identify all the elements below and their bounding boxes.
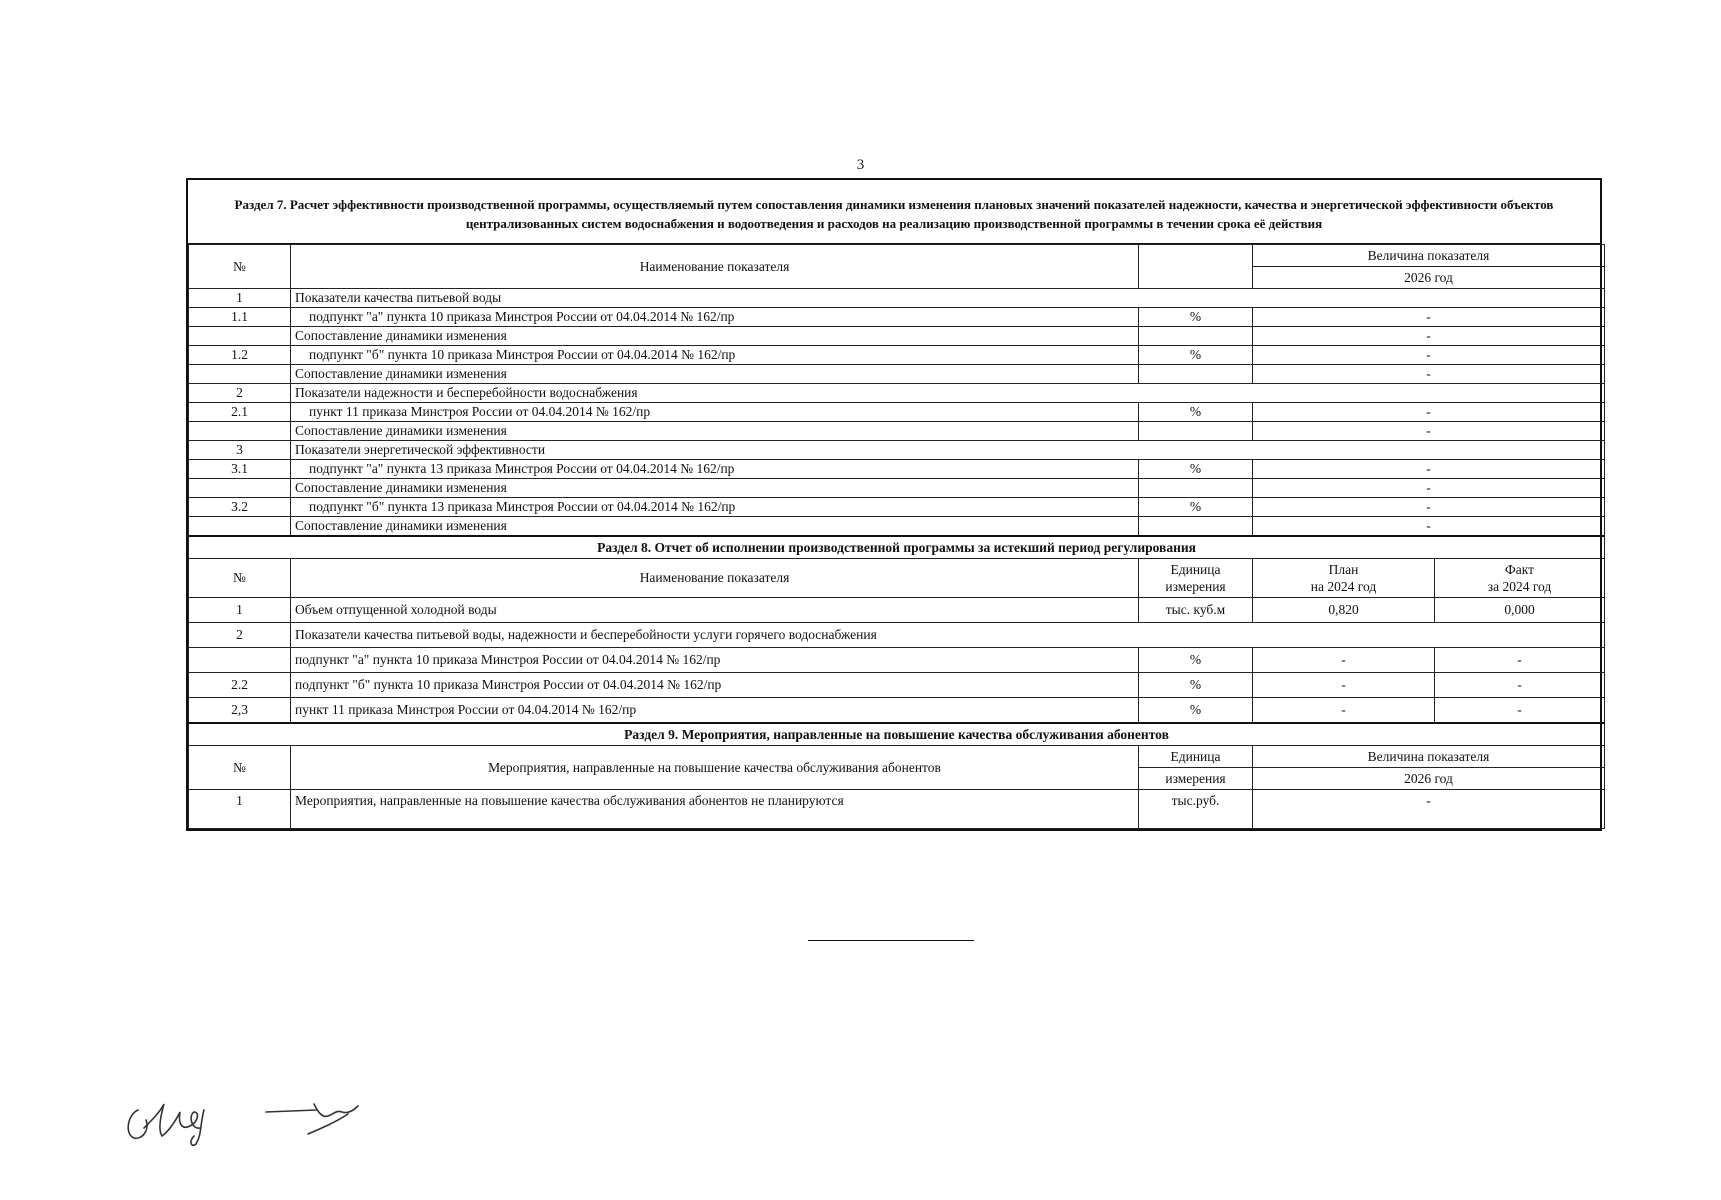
row-group-name: Показатели качества питьевой воды, надежности и бесперебойности услуги горячего водоснабжения <box>291 623 1605 648</box>
row-num: 2.2 <box>189 673 291 698</box>
header-num: № <box>189 559 291 598</box>
header-num: № <box>189 746 291 790</box>
row-unit: % <box>1139 698 1253 724</box>
row-num <box>189 479 291 498</box>
table-row <box>189 460 1605 479</box>
row-group-name: Показатели энергетической эффективности <box>291 441 1605 460</box>
row-name: Сопоставление динамики изменения <box>291 365 1139 384</box>
row-fact: - <box>1435 673 1605 698</box>
section8-title-row <box>189 536 1605 559</box>
row-name: подпункт "а" пункта 13 приказа Минстроя России от 04.04.2014 № 162/пр <box>291 460 1139 479</box>
row-unit <box>1139 479 1253 498</box>
row-value: - <box>1253 422 1605 441</box>
row-name: пункт 11 приказа Минстроя России от 04.04.2014 № 162/пр <box>291 698 1139 724</box>
row-value: - <box>1253 327 1605 346</box>
row-num: 1.2 <box>189 346 291 365</box>
row-plan: 0,820 <box>1253 598 1435 623</box>
table-row <box>189 365 1605 384</box>
row-unit: % <box>1139 673 1253 698</box>
header-unit-l1: Единица <box>1139 746 1253 768</box>
row-num: 3 <box>189 441 291 460</box>
row-value: - <box>1253 365 1605 384</box>
section9-title: Раздел 9. Мероприятия, направленные на повышение качества обслуживания абонентов <box>189 723 1605 746</box>
header-fact-l2: за 2024 год <box>1487 579 1552 594</box>
table-row <box>189 698 1605 724</box>
header-value-group: Величина показателя <box>1253 245 1605 267</box>
row-group-name: Показатели надежности и бесперебойности водоснабжения <box>291 384 1605 403</box>
row-name: подпункт "б" пункта 13 приказа Минстроя России от 04.04.2014 № 162/пр <box>291 498 1139 517</box>
table-row <box>189 327 1605 346</box>
row-name: пункт 11 приказа Минстроя России от 04.04.2014 № 162/пр <box>291 403 1139 422</box>
row-name: Мероприятия, направленные на повышение качества обслуживания абонентов не планируются <box>291 790 1139 829</box>
report-frame <box>186 178 1602 831</box>
table-row <box>189 598 1605 623</box>
table-row <box>189 441 1605 460</box>
row-unit <box>1139 422 1253 441</box>
row-unit: % <box>1139 460 1253 479</box>
signature-1-icon <box>120 1090 230 1150</box>
row-num: 1 <box>189 790 291 829</box>
section9-body <box>189 790 1605 829</box>
header-fact <box>1435 559 1605 598</box>
row-unit: % <box>1139 403 1253 422</box>
header-name: Наименование показателя <box>291 559 1139 598</box>
row-group-name: Показатели качества питьевой воды <box>291 289 1605 308</box>
row-value: - <box>1253 403 1605 422</box>
header-fact-l1: Факт <box>1505 562 1534 577</box>
row-num: 1 <box>189 598 291 623</box>
section7-header-row <box>189 245 1605 267</box>
header-unit-l2: измерения <box>1165 579 1226 594</box>
row-value: - <box>1253 308 1605 327</box>
row-name: Сопоставление динамики изменения <box>291 479 1139 498</box>
header-year: 2026 год <box>1253 768 1605 790</box>
header-unit-empty <box>1139 245 1253 289</box>
row-unit <box>1139 365 1253 384</box>
row-value: - <box>1253 479 1605 498</box>
row-fact: - <box>1435 698 1605 724</box>
row-value: - <box>1253 460 1605 479</box>
row-num <box>189 327 291 346</box>
section9-header-row <box>189 746 1605 768</box>
row-value: - <box>1253 517 1605 537</box>
closing-rule <box>808 940 974 941</box>
signature-2-icon <box>262 1098 372 1138</box>
row-num: 2 <box>189 384 291 403</box>
row-value: - <box>1253 790 1605 829</box>
table-row <box>189 517 1605 537</box>
row-unit <box>1139 517 1253 537</box>
row-num: 2.1 <box>189 403 291 422</box>
row-fact: - <box>1435 648 1605 673</box>
row-num: 1 <box>189 289 291 308</box>
row-name: подпункт "б" пункта 10 приказа Минстроя России от 04.04.2014 № 162/пр <box>291 346 1139 365</box>
row-name: подпункт "а" пункта 10 приказа Минстроя России от 04.04.2014 № 162/пр <box>291 308 1139 327</box>
row-num <box>189 517 291 537</box>
row-num <box>189 365 291 384</box>
table-row <box>189 648 1605 673</box>
row-value: - <box>1253 498 1605 517</box>
row-fact: 0,000 <box>1435 598 1605 623</box>
table-row <box>189 623 1605 648</box>
row-name: Сопоставление динамики изменения <box>291 422 1139 441</box>
row-num: 2,3 <box>189 698 291 724</box>
table-row <box>189 384 1605 403</box>
section7-body <box>189 289 1605 537</box>
table-row <box>189 479 1605 498</box>
row-num: 1.1 <box>189 308 291 327</box>
row-unit: % <box>1139 648 1253 673</box>
table-row <box>189 790 1605 829</box>
row-unit <box>1139 327 1253 346</box>
header-plan-l1: План <box>1328 562 1359 577</box>
row-plan: - <box>1253 648 1435 673</box>
row-unit: % <box>1139 498 1253 517</box>
row-plan: - <box>1253 698 1435 724</box>
row-name: подпункт "б" пункта 10 приказа Минстроя России от 04.04.2014 № 162/пр <box>291 673 1139 698</box>
header-name: Мероприятия, направленные на повышение качества обслуживания абонентов <box>291 746 1139 790</box>
report-table <box>188 244 1605 829</box>
row-plan: - <box>1253 673 1435 698</box>
row-num <box>189 648 291 673</box>
row-unit: тыс. куб.м <box>1139 598 1253 623</box>
row-name: Сопоставление динамики изменения <box>291 517 1139 537</box>
header-name: Наименование показателя <box>291 245 1139 289</box>
page-number: 3 <box>856 157 865 173</box>
row-name: подпункт "а" пункта 10 приказа Минстроя России от 04.04.2014 № 162/пр <box>291 648 1139 673</box>
row-num <box>189 422 291 441</box>
section8-header-row <box>189 559 1605 598</box>
row-num: 3.1 <box>189 460 291 479</box>
header-plan-l2: на 2024 год <box>1310 579 1377 594</box>
header-value-group: Величина показателя <box>1253 746 1605 768</box>
row-name: Объем отпущенной холодной воды <box>291 598 1139 623</box>
row-unit: % <box>1139 308 1253 327</box>
header-plan <box>1253 559 1435 598</box>
row-name: Сопоставление динамики изменения <box>291 327 1139 346</box>
header-num: № <box>189 245 291 289</box>
header-unit-l2: измерения <box>1139 768 1253 790</box>
table-row <box>189 673 1605 698</box>
section8-body <box>189 598 1605 724</box>
row-num: 2 <box>189 623 291 648</box>
header-year: 2026 год <box>1253 267 1605 289</box>
section8-title: Раздел 8. Отчет об исполнении производственной программы за истекший период регулирования <box>189 536 1605 559</box>
header-unit <box>1139 559 1253 598</box>
row-unit: тыс.руб. <box>1139 790 1253 829</box>
table-row <box>189 289 1605 308</box>
row-unit: % <box>1139 346 1253 365</box>
row-value: - <box>1253 346 1605 365</box>
table-row <box>189 422 1605 441</box>
table-row <box>189 403 1605 422</box>
table-row <box>189 346 1605 365</box>
section7-title: Раздел 7. Расчет эффективности производственной программы, осуществляемый путем сопоставления динамики изменения плановых значений показателей надежности, качества и энергетической эффективности объектов централизованных систем водоснабжения и водоотведения и расходов на реализацию производственной программы в течении срока её действия <box>188 180 1600 244</box>
header-unit-l1: Единица <box>1170 562 1221 577</box>
table-row <box>189 308 1605 327</box>
section9-title-row <box>189 723 1605 746</box>
table-row <box>189 498 1605 517</box>
row-num: 3.2 <box>189 498 291 517</box>
